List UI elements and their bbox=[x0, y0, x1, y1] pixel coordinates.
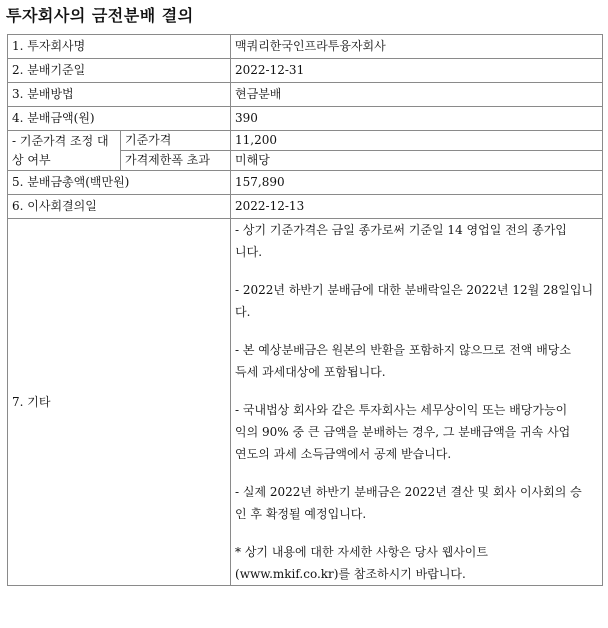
note-line: 인 후 확정될 예정입니다. bbox=[235, 507, 367, 521]
price-limit-label: 가격제한폭 초과 bbox=[121, 151, 231, 171]
amount-per-share-label: 4. 분배금액(원) bbox=[8, 107, 231, 131]
record-date-label: 2. 분배기준일 bbox=[8, 59, 231, 83]
price-adjustment-label-line1: - 기준가격 조정 대 bbox=[12, 133, 109, 148]
table-row bbox=[8, 171, 603, 195]
disclosure-table bbox=[7, 34, 603, 586]
amount-per-share-value: 390 bbox=[231, 107, 603, 131]
note-line: * 상기 내용에 대한 자세한 사항은 당사 웹사이트 bbox=[235, 545, 488, 559]
table-row bbox=[8, 107, 603, 131]
company-name-label: 1. 투자회사명 bbox=[8, 35, 231, 59]
table-row bbox=[8, 195, 603, 219]
board-date-label: 6. 이사회결의일 bbox=[8, 195, 231, 219]
note-line: - 실제 2022년 하반기 분배금은 2022년 결산 및 회사 이사회의 승 bbox=[235, 485, 582, 499]
note-paragraph bbox=[235, 541, 598, 585]
record-date-value: 2022-12-31 bbox=[231, 59, 603, 83]
note-line: - 본 예상분배금은 원본의 반환을 포함하지 않으므로 전액 배당소 bbox=[235, 343, 571, 357]
price-adjustment-label bbox=[8, 131, 121, 171]
board-date-value: 2022-12-13 bbox=[231, 195, 603, 219]
other-notes bbox=[231, 219, 603, 586]
base-price-label: 기준가격 bbox=[121, 131, 231, 151]
note-line: (www.mkif.co.kr)를 참조하시기 바랍니다. bbox=[235, 567, 466, 581]
method-label: 3. 분배방법 bbox=[8, 83, 231, 107]
other-label: 7. 기타 bbox=[8, 219, 231, 586]
table-row bbox=[8, 131, 603, 151]
note-line: 연도의 과세 소득금액에서 공제 받습니다. bbox=[235, 447, 452, 461]
price-limit-value: 미해당 bbox=[231, 151, 603, 171]
table-row bbox=[8, 59, 603, 83]
note-line: 익의 90% 중 큰 금액을 분배하는 경우, 그 분배금액을 귀속 사업 bbox=[235, 425, 571, 439]
base-price-value: 11,200 bbox=[231, 131, 603, 151]
note-line: 니다. bbox=[235, 245, 263, 259]
note-line: - 상기 기준가격은 금일 종가로써 기준일 14 영업일 전의 종가입 bbox=[235, 223, 567, 237]
note-line: 다. bbox=[235, 305, 251, 319]
note-paragraph bbox=[235, 481, 598, 525]
note-line: - 2022년 하반기 분배금에 대한 분배락일은 2022년 12월 28일입니 bbox=[235, 283, 594, 297]
total-amount-label: 5. 분배금총액(백만원) bbox=[8, 171, 231, 195]
method-value: 현금분배 bbox=[231, 83, 603, 107]
page-title: 투자회사의 금전분배 결의 bbox=[6, 6, 194, 25]
note-paragraph bbox=[235, 339, 598, 383]
total-amount-value: 157,890 bbox=[231, 171, 603, 195]
note-paragraph bbox=[235, 219, 598, 263]
table-row bbox=[8, 219, 603, 586]
note-line: - 국내법상 회사와 같은 투자회사는 세무상이익 또는 배당가능이 bbox=[235, 403, 568, 417]
note-paragraph bbox=[235, 399, 598, 465]
table-row bbox=[8, 83, 603, 107]
table-row bbox=[8, 35, 603, 59]
company-name-value: 맥쿼리한국인프라투융자회사 bbox=[231, 35, 603, 59]
price-adjustment-label-line2: 상 여부 bbox=[12, 152, 51, 167]
note-paragraph bbox=[235, 279, 598, 323]
note-line: 득세 과세대상에 포함됩니다. bbox=[235, 365, 386, 379]
